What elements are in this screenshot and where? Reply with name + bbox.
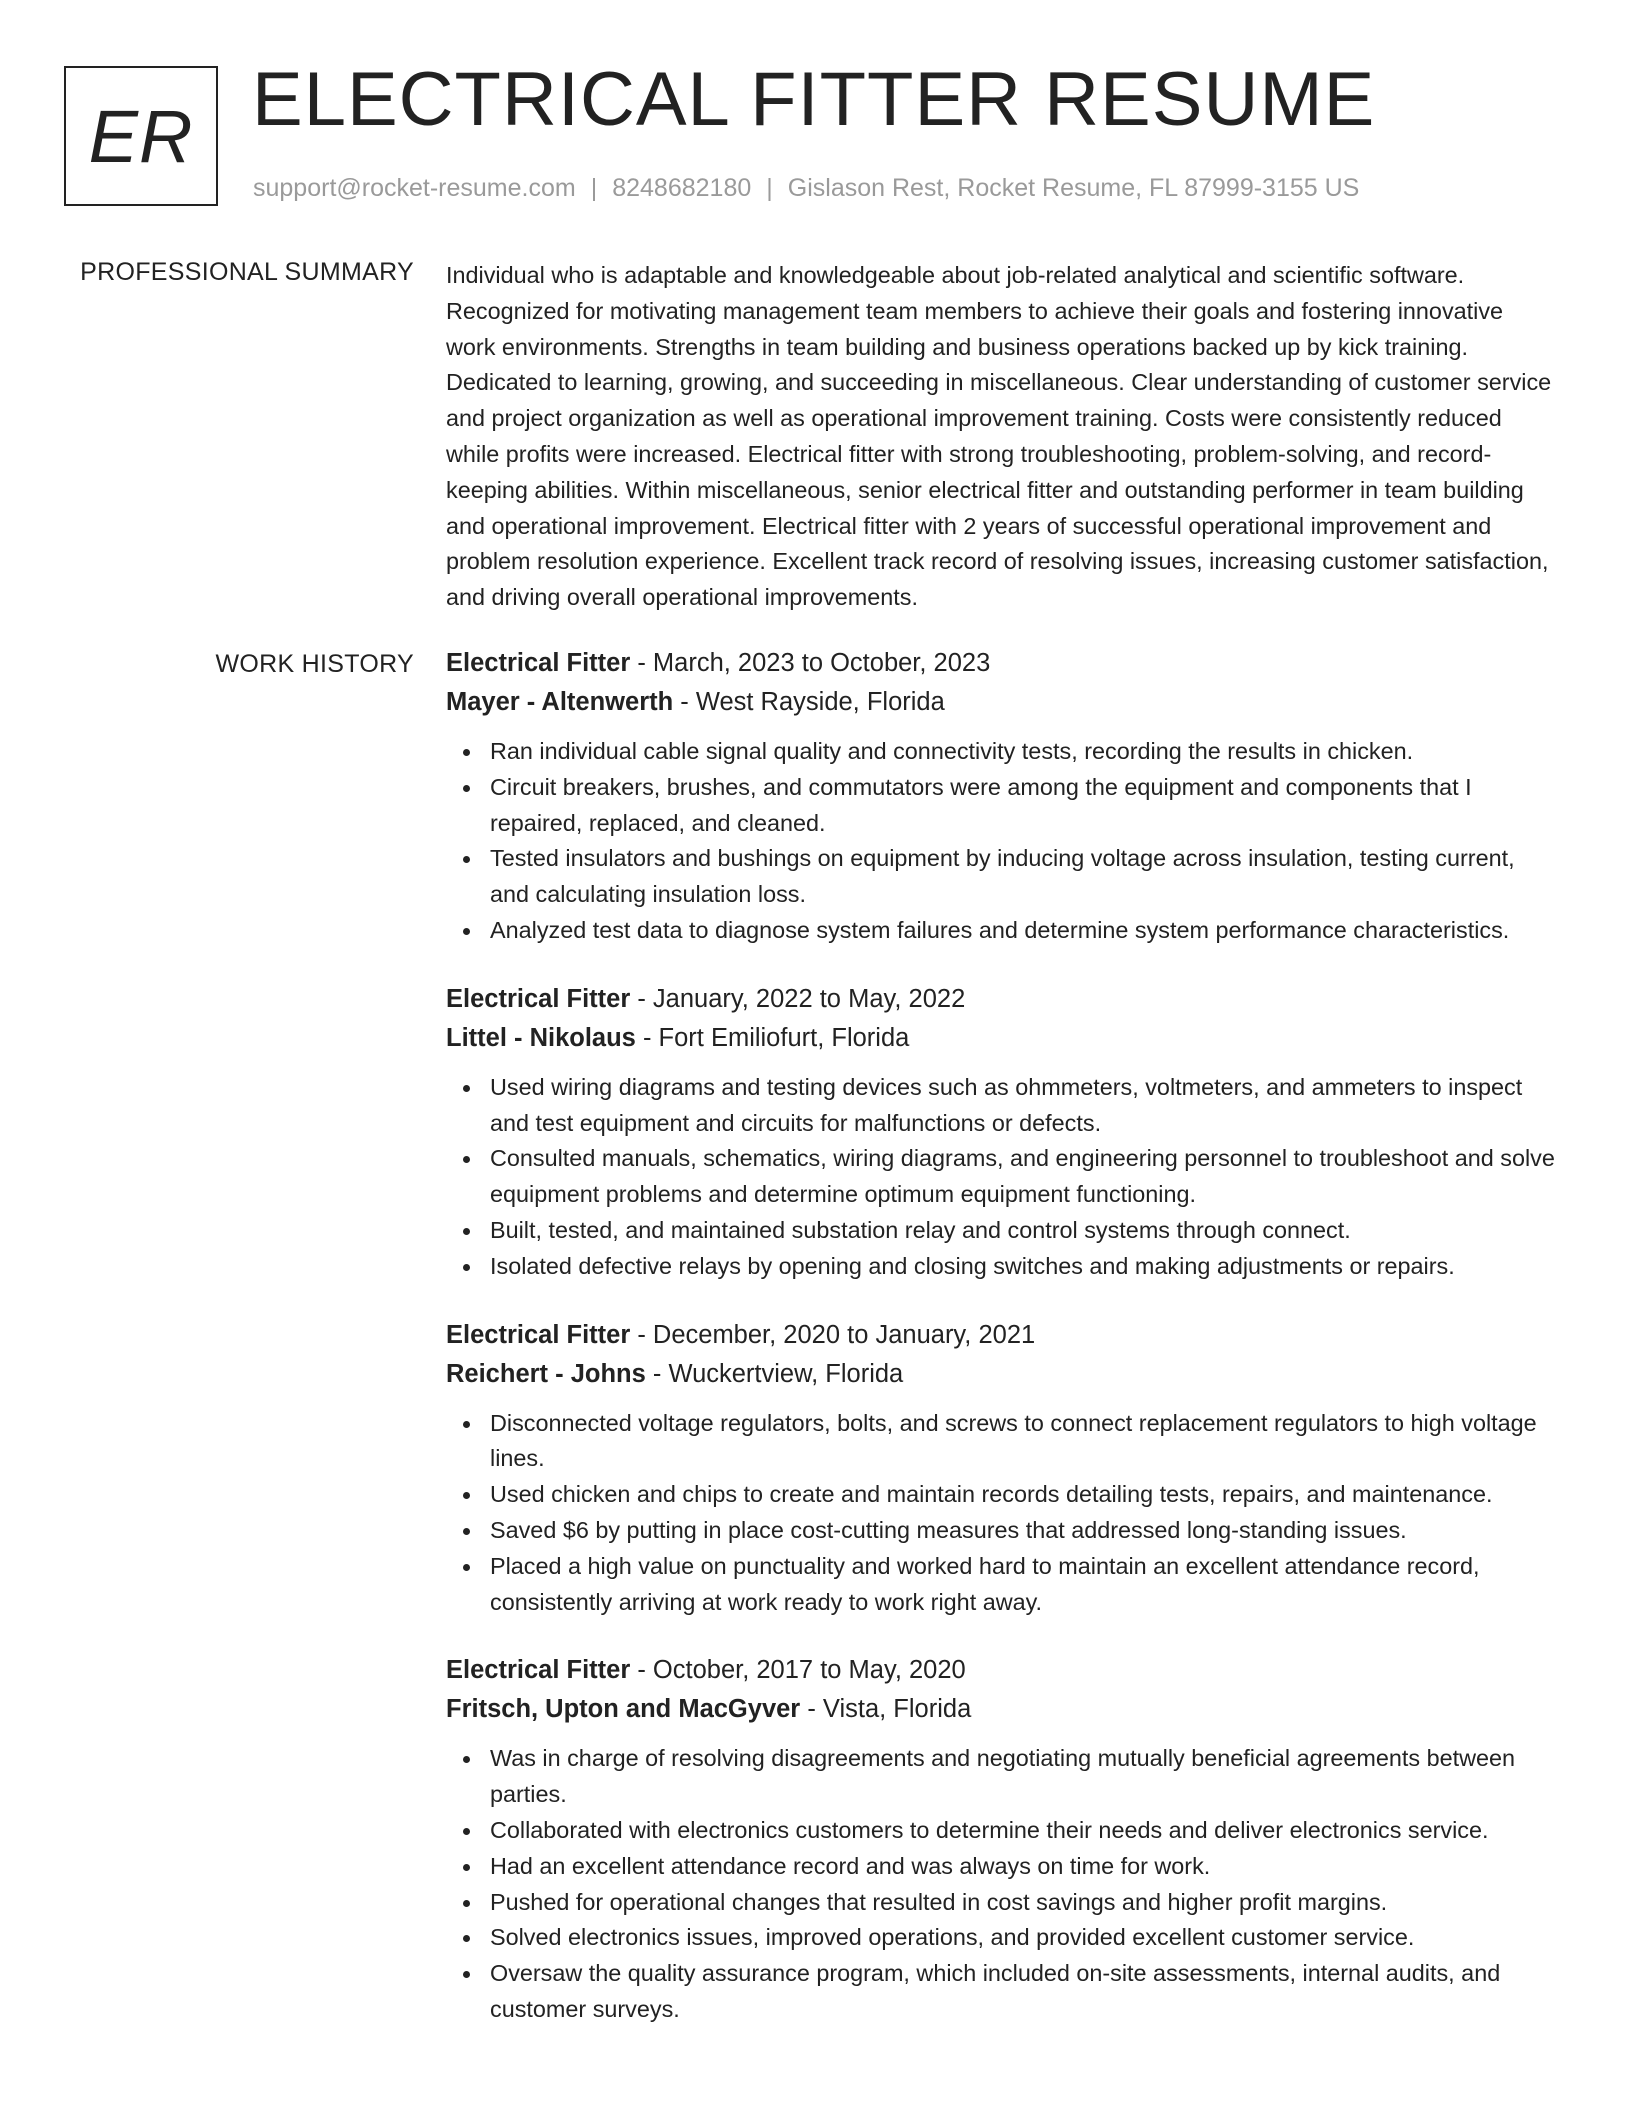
- resume-title: ELECTRICAL FITTER RESUME: [252, 57, 1376, 142]
- job-bullet: Oversaw the quality assurance program, which included on-site assessments, internal audits, and customer surveys.: [490, 1956, 1558, 2028]
- job-location: - Wuckertview, Florida: [645, 1359, 904, 1388]
- job-company: Fritsch, Upton and MacGyver: [446, 1695, 801, 1724]
- job-entry: [446, 1316, 1558, 1621]
- job-bullets: [446, 1741, 1558, 2027]
- job-bullet: Used chicken and chips to create and maintain records detailing tests, repairs, and maintenance.: [490, 1477, 1558, 1513]
- contact-phone: 8248682180: [612, 174, 752, 202]
- job-company-line: [446, 1019, 1558, 1058]
- contact-separator: |: [766, 174, 773, 202]
- job-entry: [446, 1651, 1558, 2027]
- job-bullet: Analyzed test data to diagnose system failures and determine system performance characteristics.: [490, 913, 1558, 949]
- contact-line: [253, 174, 1359, 203]
- job-title: Electrical Fitter: [446, 1656, 631, 1685]
- job-bullet: Built, tested, and maintained substation relay and control systems through connect.: [490, 1213, 1558, 1249]
- job-title: Electrical Fitter: [446, 649, 631, 677]
- job-bullet: Used wiring diagrams and testing devices such as ohmmeters, voltmeters, and ammeters to inspect and test equipment and circuits for malfunctions or defects.: [490, 1070, 1558, 1142]
- job-title-line: [446, 980, 1558, 1019]
- summary-body: [446, 258, 1558, 616]
- contact-separator: |: [590, 174, 598, 202]
- contact-address: Gislason Rest, Rocket Resume, FL 87999-3155 US: [787, 174, 1360, 202]
- job-company-line: [446, 1355, 1558, 1394]
- job-bullet: Collaborated with electronics customers to determine their needs and deliver electronics service.: [490, 1813, 1558, 1849]
- job-entry: [446, 644, 1558, 949]
- job-bullet: Pushed for operational changes that resulted in cost savings and higher profit margins.: [490, 1885, 1558, 1921]
- job-dates: - March, 2023 to October, 2023: [630, 649, 991, 677]
- summary-text: Individual who is adaptable and knowledgeable about job-related analytical and scientific software. Recognized for motivating management team members to achieve their goals and fostering innovative work environments. Strengths in team building and business operations backed up by kick training. Dedicated to learning, growing, and succeeding in miscellaneous. Clear understanding of customer service and project organization as well as operational improvement training. Costs were consistently reduced while profits were increased. Electrical fitter with strong troubleshooting, problem-solving, and record-keeping abilities. Within miscellaneous, senior electrical fitter and outstanding performer in team building and operational improvement. Electrical fitter with 2 years of successful operational improvement and problem resolution experience. Excellent track record of resolving issues, increasing customer satisfaction, and driving overall operational improvements.: [446, 262, 1552, 611]
- monogram-badge: ER: [64, 66, 218, 206]
- job-company-line: [446, 683, 1558, 722]
- job-dates: - January, 2022 to May, 2022: [630, 984, 966, 1013]
- job-dates: - October, 2017 to May, 2020: [630, 1656, 966, 1685]
- summary-label: PROFESSIONAL SUMMARY: [80, 258, 414, 286]
- job-bullet: Solved electronics issues, improved operations, and provided excellent customer service.: [490, 1920, 1558, 1956]
- job-bullet: Isolated defective relays by opening and closing switches and making adjustments or repairs.: [490, 1249, 1558, 1285]
- job-company: Mayer - Altenwerth: [446, 688, 674, 716]
- job-bullet: Consulted manuals, schematics, wiring diagrams, and engineering personnel to troubleshoot and solve equipment problems and determine optimum equipment functioning.: [490, 1141, 1558, 1213]
- job-company-line: [446, 1690, 1558, 1729]
- job-bullets: [446, 1070, 1558, 1285]
- job-bullet: Disconnected voltage regulators, bolts, and screws to connect replacement regulators to high voltage lines.: [490, 1406, 1558, 1478]
- job-bullet: Tested insulators and bushings on equipment by inducing voltage across insulation, testing current, and calculating insulation loss.: [490, 841, 1558, 913]
- job-entry: [446, 980, 1558, 1285]
- job-bullet: Circuit breakers, brushes, and commutators were among the equipment and components that I repaired, replaced, and cleaned.: [490, 770, 1558, 842]
- job-bullet: Saved $6 by putting in place cost-cutting measures that addressed long-standing issues.: [490, 1513, 1558, 1549]
- job-title: Electrical Fitter: [446, 1320, 631, 1349]
- job-bullet: Placed a high value on punctuality and worked hard to maintain an excellent attendance record, consistently arriving at work ready to work right away.: [490, 1549, 1558, 1621]
- job-company: Littel - Nikolaus: [446, 1023, 636, 1052]
- job-bullet: Was in charge of resolving disagreements and negotiating mutually beneficial agreements between parties.: [490, 1741, 1558, 1813]
- job-bullets: [446, 1406, 1558, 1621]
- job-title-line: [446, 644, 1558, 683]
- contact-email: support@rocket-resume.com: [253, 174, 576, 202]
- work-history-body: [446, 644, 1558, 2059]
- job-bullet: Had an excellent attendance record and was always on time for work.: [490, 1849, 1558, 1885]
- job-title: Electrical Fitter: [446, 984, 631, 1013]
- job-bullets: [446, 734, 1558, 949]
- work-history-label: WORK HISTORY: [215, 650, 414, 678]
- job-title-line: [446, 1651, 1558, 1690]
- job-title-line: [446, 1316, 1558, 1355]
- job-dates: - December, 2020 to January, 2021: [630, 1320, 1036, 1349]
- job-bullet: Ran individual cable signal quality and connectivity tests, recording the results in chicken.: [490, 734, 1558, 770]
- job-location: - Fort Emiliofurt, Florida: [635, 1023, 910, 1052]
- job-location: - Vista, Florida: [800, 1695, 972, 1724]
- job-company: Reichert - Johns: [446, 1359, 646, 1388]
- job-location: - West Rayside, Florida: [673, 688, 945, 716]
